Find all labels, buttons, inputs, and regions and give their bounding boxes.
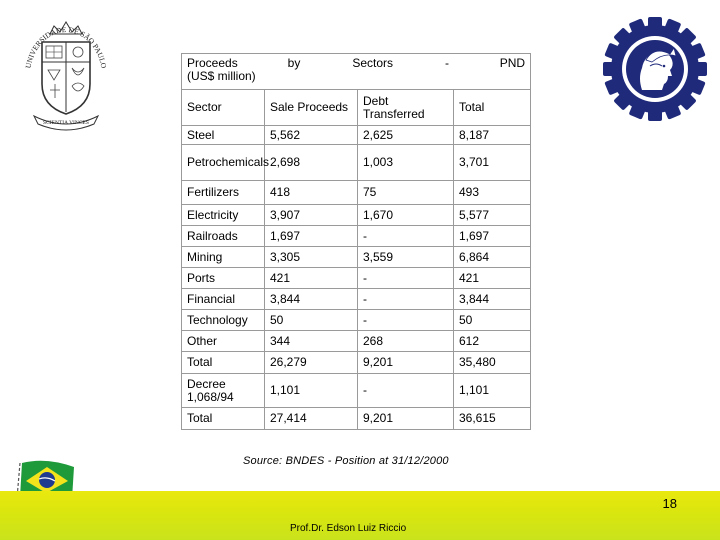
value-cell: 50 <box>265 310 358 331</box>
header-cell: Sector <box>182 90 265 126</box>
value-cell: 3,305 <box>265 247 358 268</box>
table-row <box>182 145 531 181</box>
value-cell: 27,414 <box>265 408 358 430</box>
value-cell: 2,625 <box>358 126 454 145</box>
proceeds-by-sector-table <box>181 53 531 430</box>
title-word: - <box>445 56 450 70</box>
value-cell: - <box>358 310 454 331</box>
sector-cell: Fertilizers <box>182 181 265 205</box>
table-title-row <box>182 54 531 90</box>
sector-cell: Electricity <box>182 205 265 226</box>
usp-seal-logo <box>20 14 112 132</box>
table-row <box>182 289 531 310</box>
title-word: Sectors <box>352 56 394 70</box>
title-word: Proceeds <box>187 56 238 70</box>
sector-cell: Mining <box>182 247 265 268</box>
value-cell: 5,577 <box>454 205 531 226</box>
value-cell: 3,907 <box>265 205 358 226</box>
table-row <box>182 331 531 352</box>
header-cell: Debt Transferred <box>358 90 454 126</box>
table-title <box>182 54 531 90</box>
value-cell: 1,697 <box>265 226 358 247</box>
sector-cell: Total <box>182 408 265 430</box>
value-cell: - <box>358 289 454 310</box>
value-cell: 493 <box>454 181 531 205</box>
value-cell: 75 <box>358 181 454 205</box>
table-row <box>182 352 531 374</box>
value-cell: 1,697 <box>454 226 531 247</box>
header-cell: Sale Proceeds <box>265 90 358 126</box>
value-cell: 5,562 <box>265 126 358 145</box>
value-cell: 50 <box>454 310 531 331</box>
table-row <box>182 247 531 268</box>
sector-cell: Financial <box>182 289 265 310</box>
value-cell: 3,844 <box>265 289 358 310</box>
author-name: Prof.Dr. Edson Luiz Riccio <box>290 523 407 534</box>
table-row <box>182 226 531 247</box>
sector-cell: Total <box>182 352 265 374</box>
value-cell: 3,844 <box>454 289 531 310</box>
table-row <box>182 408 531 430</box>
value-cell: 6,864 <box>454 247 531 268</box>
mercury-gear-logo <box>602 16 708 122</box>
sector-cell: Other <box>182 331 265 352</box>
sector-cell: Technology <box>182 310 265 331</box>
header-cell: Total <box>454 90 531 126</box>
sector-cell: Steel <box>182 126 265 145</box>
value-cell: 35,480 <box>454 352 531 374</box>
sector-cell: Decree 1,068/94 <box>182 374 265 408</box>
value-cell: 268 <box>358 331 454 352</box>
value-cell: 1,101 <box>454 374 531 408</box>
value-cell: - <box>358 374 454 408</box>
value-cell: 9,201 <box>358 408 454 430</box>
table-header-row <box>182 90 531 126</box>
value-cell: 344 <box>265 331 358 352</box>
value-cell: 26,279 <box>265 352 358 374</box>
value-cell: 3,701 <box>454 145 531 181</box>
seal-text: UNIVERSIDADE DE SÃO PAULO <box>23 24 109 69</box>
value-cell: 1,670 <box>358 205 454 226</box>
value-cell: 421 <box>265 268 358 289</box>
title-unit: (US$ million) <box>187 69 256 83</box>
seal-banner: SCIENTIA VINCES <box>43 120 89 126</box>
value-cell: 36,615 <box>454 408 531 430</box>
sector-cell: Railroads <box>182 226 265 247</box>
value-cell: 9,201 <box>358 352 454 374</box>
title-word: by <box>287 56 301 70</box>
table-row <box>182 268 531 289</box>
value-cell: - <box>358 226 454 247</box>
table-row <box>182 310 531 331</box>
table-row <box>182 205 531 226</box>
table-row <box>182 181 531 205</box>
value-cell: 8,187 <box>454 126 531 145</box>
value-cell: 612 <box>454 331 531 352</box>
value-cell: 418 <box>265 181 358 205</box>
table-row <box>182 126 531 145</box>
value-cell: 2,698 <box>265 145 358 181</box>
sector-cell: Petrochemicals <box>182 145 265 181</box>
value-cell: 1,003 <box>358 145 454 181</box>
value-cell: - <box>358 268 454 289</box>
value-cell: 421 <box>454 268 531 289</box>
value-cell: 3,559 <box>358 247 454 268</box>
table-row <box>182 374 531 408</box>
sector-cell: Ports <box>182 268 265 289</box>
page-number: 18 <box>662 496 677 511</box>
title-word: PND <box>499 56 526 70</box>
value-cell: 1,101 <box>265 374 358 408</box>
source-note: Source: BNDES - Position at 31/12/2000 <box>243 455 449 467</box>
